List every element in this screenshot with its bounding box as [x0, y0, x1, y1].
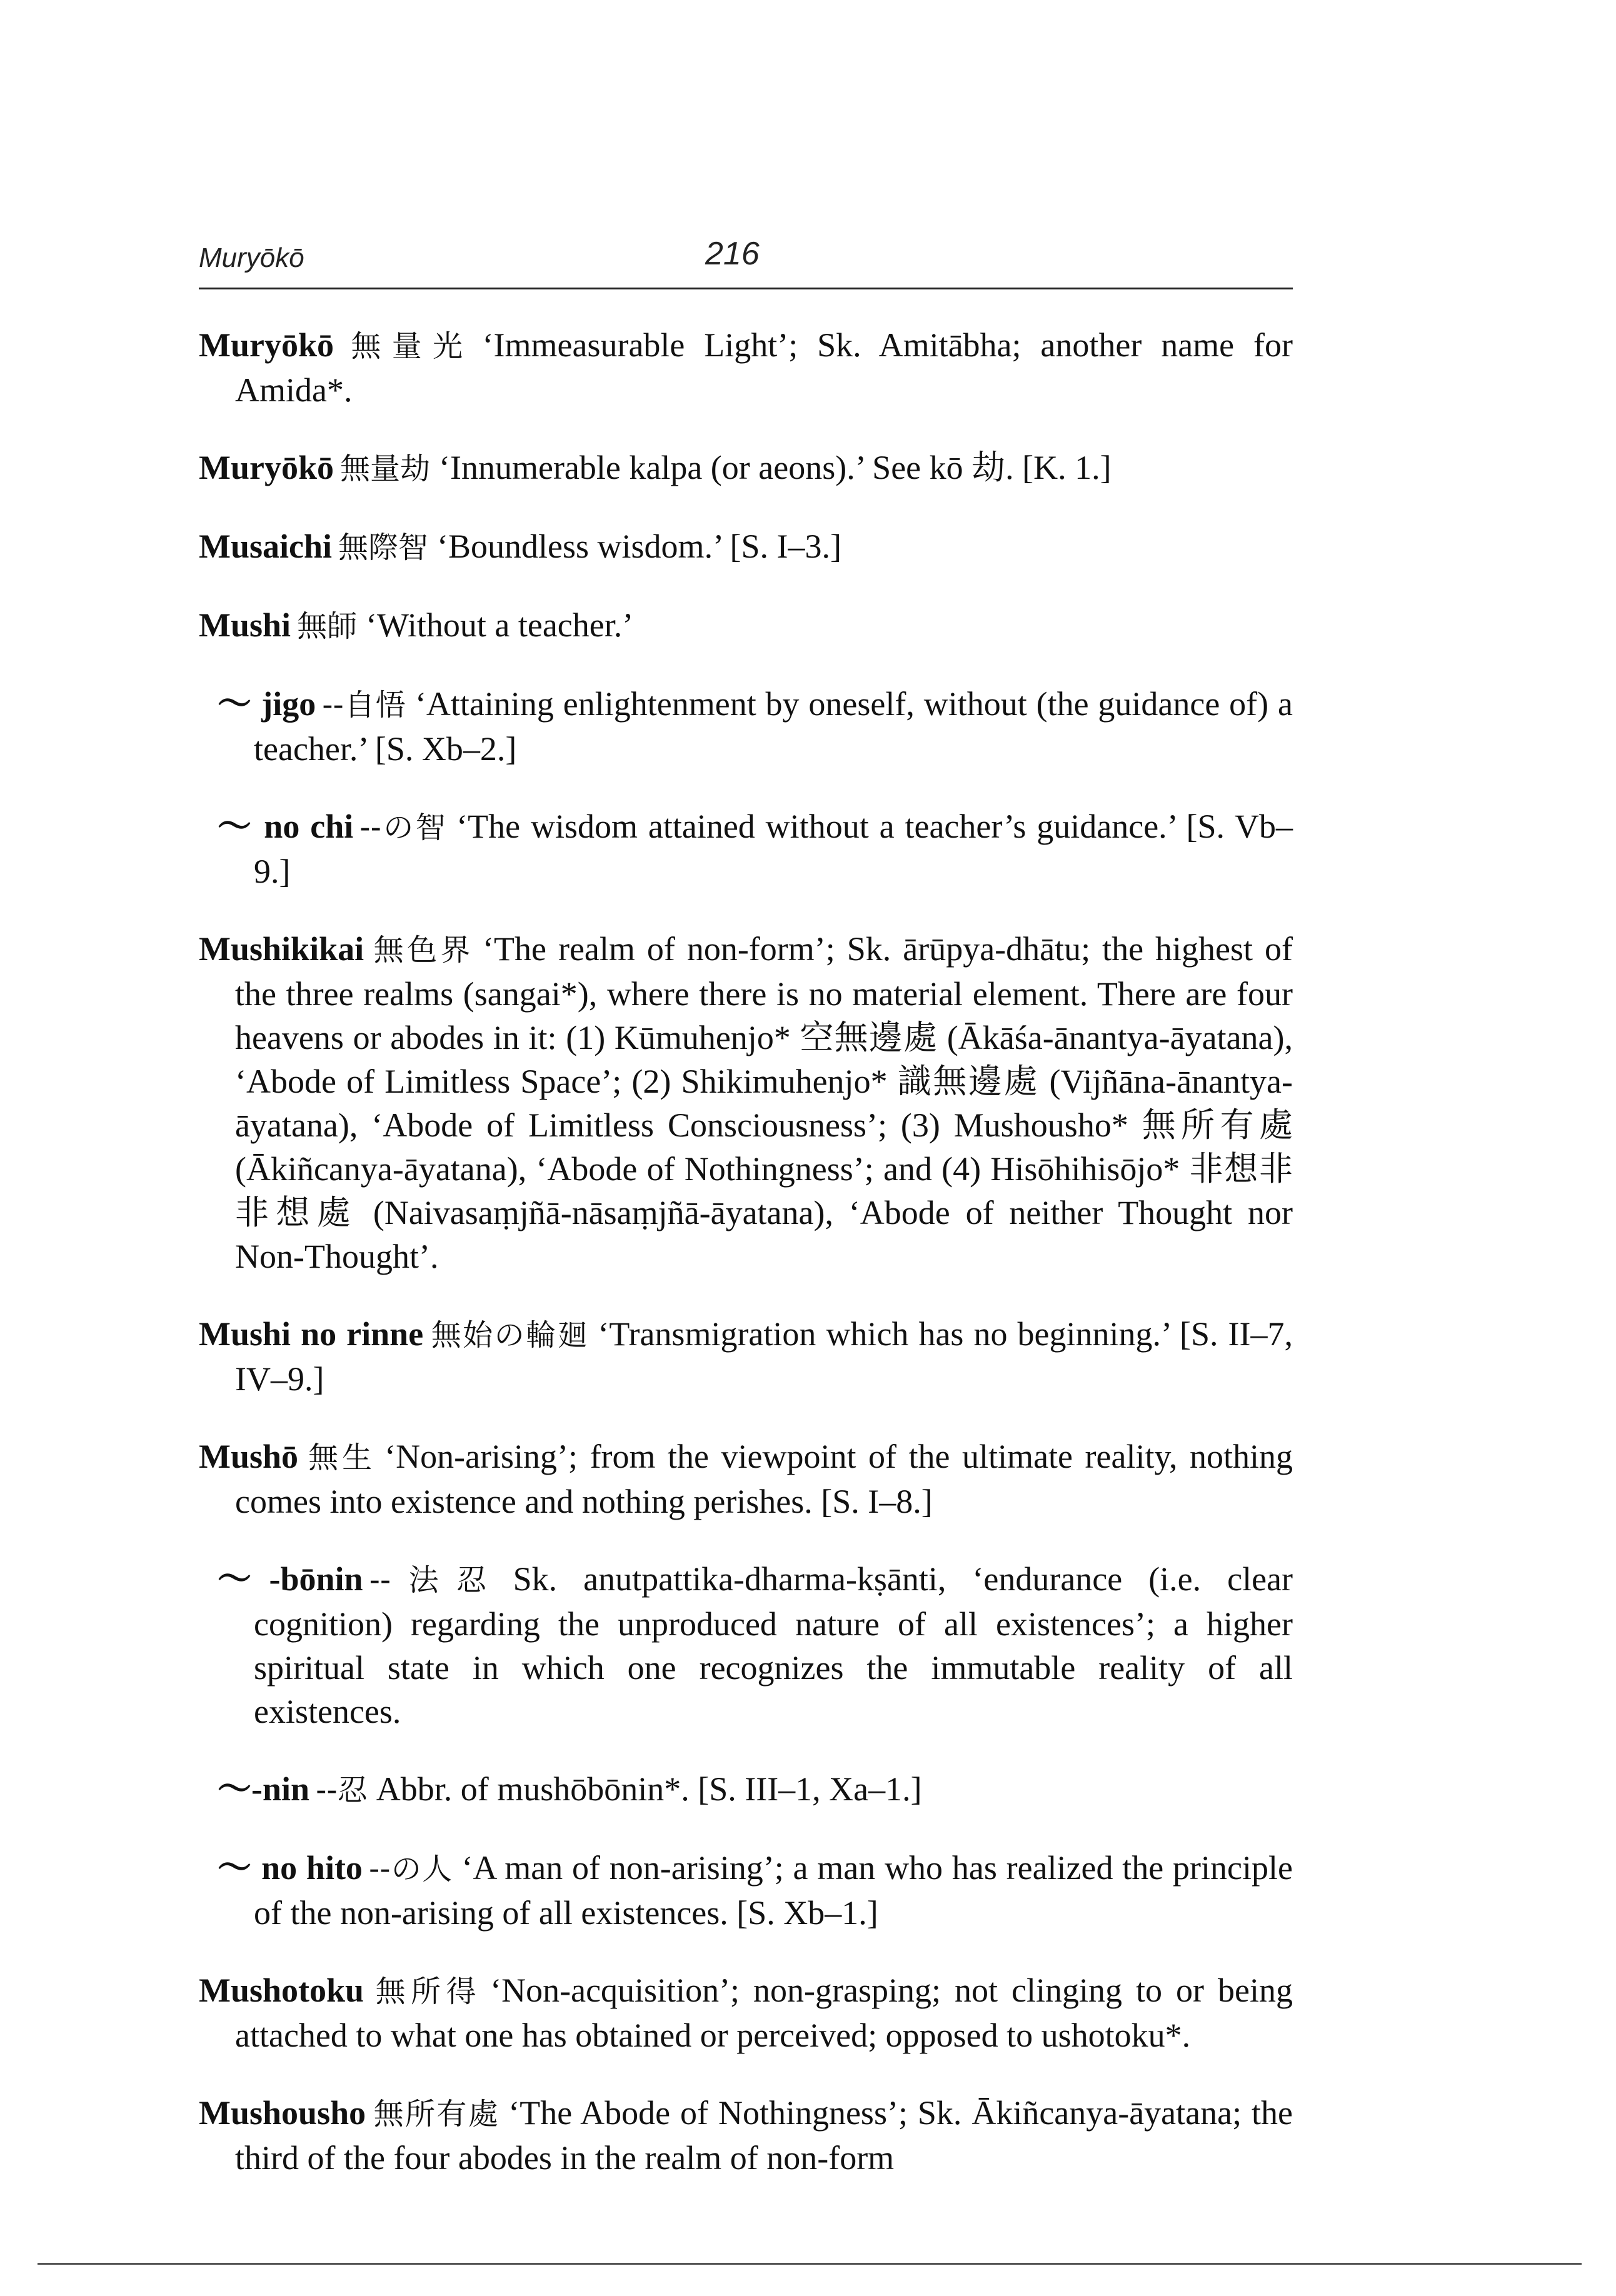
entry-definition: Sk. anutpattika-dharma-kṣānti, ‘endurance (i.e. clear cognition) regarding the unproduced nature of all existences’; a higher spiritual state in which one recognizes the immutable reality of all existences.: [254, 1560, 1293, 1730]
entry-list: [199, 323, 1293, 2180]
entry-definition: ‘The realm of non-form’; Sk. ārūpya-dhātu; the highest of the three realms (sangai*), where there is no material element. There are four heavens or abodes in it: (1) Kūmuhenjo* 空無邊處 (Ākāśa-ānantya-āyatana), ‘Abode of Limitless Space’; (2) Shikimuhenjo* 識無邊處 (Vijñāna-ānantya-āyatana), ‘Abode of Limitless Consciousness’; (3) Mushousho* 無所有處 (Ākiñcanya-āyatana), ‘Abode of Nothingness’; and (4) Hisōhihisōjo* 非想非非想處 (Naivasaṃjñā-nāsaṃjñā-āyatana), ‘Abode of neither Thought nor Non-Thought’.: [235, 930, 1293, 1275]
running-head: Muryōkō: [199, 243, 304, 273]
entry-muryoko-kalpa: [199, 446, 1293, 491]
entry-headword: Mushikikai: [199, 930, 364, 968]
entry-headword: ～ jigo: [218, 685, 316, 723]
entry-kanji: 無際智: [338, 530, 429, 565]
entry-headword: Musaichi: [199, 528, 333, 565]
subentry-no-hito: [218, 1846, 1293, 1935]
entry-headword: Mushi no rinne: [199, 1315, 424, 1353]
entry-mushi-no-rinne: [199, 1312, 1293, 1401]
entry-headword: Muryōkō: [199, 449, 334, 486]
entry-kanji: --の智: [359, 810, 448, 845]
entry-mushotoku: [199, 1968, 1293, 2057]
entry-headword: ～ no chi: [218, 808, 354, 845]
entry-kanji: 無生: [304, 1440, 376, 1475]
entry-headword: Mushousho: [199, 2094, 366, 2132]
entry-kanji: 無所有處: [372, 2097, 500, 2132]
entry-definition: ‘Transmigration which has no beginning.’ [S. II–7, IV–9.]: [235, 1315, 1293, 1398]
entry-kanji: --忍: [316, 1773, 368, 1808]
entry-definition: ‘Innumerable kalpa (or aeons).’ See kō 劫. [K. 1.]: [439, 449, 1112, 486]
entry-kanji: 無色界: [370, 933, 474, 968]
subentry-no-chi: [218, 805, 1293, 893]
entry-definition: ‘Without a teacher.’: [366, 606, 634, 644]
entry-definition: ‘The wisdom attained without a teacher’s guidance.’ [S. Vb–9.]: [254, 808, 1293, 890]
entry-headword: Mushō: [199, 1438, 299, 1475]
entry-mushousho: [199, 2091, 1293, 2180]
entry-kanji: 無所得: [370, 1974, 482, 2009]
entry-musho: [199, 1435, 1293, 1523]
entry-headword: ～-bōnin: [218, 1560, 363, 1598]
entry-muryoko-light: [199, 323, 1293, 412]
bottom-divider: [38, 2263, 1582, 2265]
subentry-jigo: [218, 682, 1293, 771]
entry-headword: Mushotoku: [199, 1972, 364, 2009]
entry-kanji: 無師: [297, 609, 358, 644]
entry-mushikikai: [199, 927, 1293, 1278]
page-header: [199, 231, 1293, 289]
entry-headword: ～-nin: [218, 1770, 310, 1808]
entry-kanji: --の人: [368, 1852, 453, 1887]
page-number: 216: [705, 236, 760, 272]
subentry-bonin: [218, 1557, 1293, 1733]
entry-definition: ‘Boundless wisdom.’ [S. I–3.]: [437, 528, 842, 565]
entry-kanji: 無量劫: [340, 451, 431, 486]
entry-definition: ‘Immeasurable Light’; Sk. Amitābha; another name for Amida*.: [235, 326, 1293, 409]
entry-definition: ‘The Abode of Nothingness’; Sk. Ākiñcanya-āyatana; the third of the four abodes in the realm of non-form: [235, 2094, 1293, 2177]
entry-definition: ‘A man of non-arising’; a man who has realized the principle of the non-arising of all existences. [S. Xb–1.]: [254, 1849, 1293, 1932]
entry-headword: Mushi: [199, 606, 291, 644]
entry-headword: Muryōkō: [199, 326, 334, 364]
entry-kanji: --法忍: [369, 1563, 504, 1598]
entry-kanji: --自悟: [322, 688, 406, 723]
entry-kanji: 無始の輪廻: [429, 1318, 590, 1353]
entry-definition: ‘Non-acquisition’; non-grasping; not clinging to or being attached to what one has obtained or perceived; opposed to ushotoku*.: [235, 1972, 1293, 2054]
entry-definition: ‘Non-arising’; from the viewpoint of the ultimate reality, nothing comes into existence and nothing perishes. [S. I–8.]: [235, 1438, 1293, 1520]
entry-kanji: 無量光: [340, 329, 474, 364]
entry-definition: Abbr. of mushōbōnin*. [S. III–1, Xa–1.]: [376, 1770, 922, 1808]
subentry-nin: [218, 1767, 1293, 1812]
dictionary-page: [199, 231, 1293, 2188]
entry-musaichi: [199, 524, 1293, 569]
entry-headword: ～ no hito: [218, 1849, 363, 1887]
entry-definition: ‘Attaining enlightenment by oneself, without (the guidance of) a teacher.’ [S. Xb–2.]: [254, 685, 1293, 768]
entry-mushi: [199, 603, 1293, 648]
